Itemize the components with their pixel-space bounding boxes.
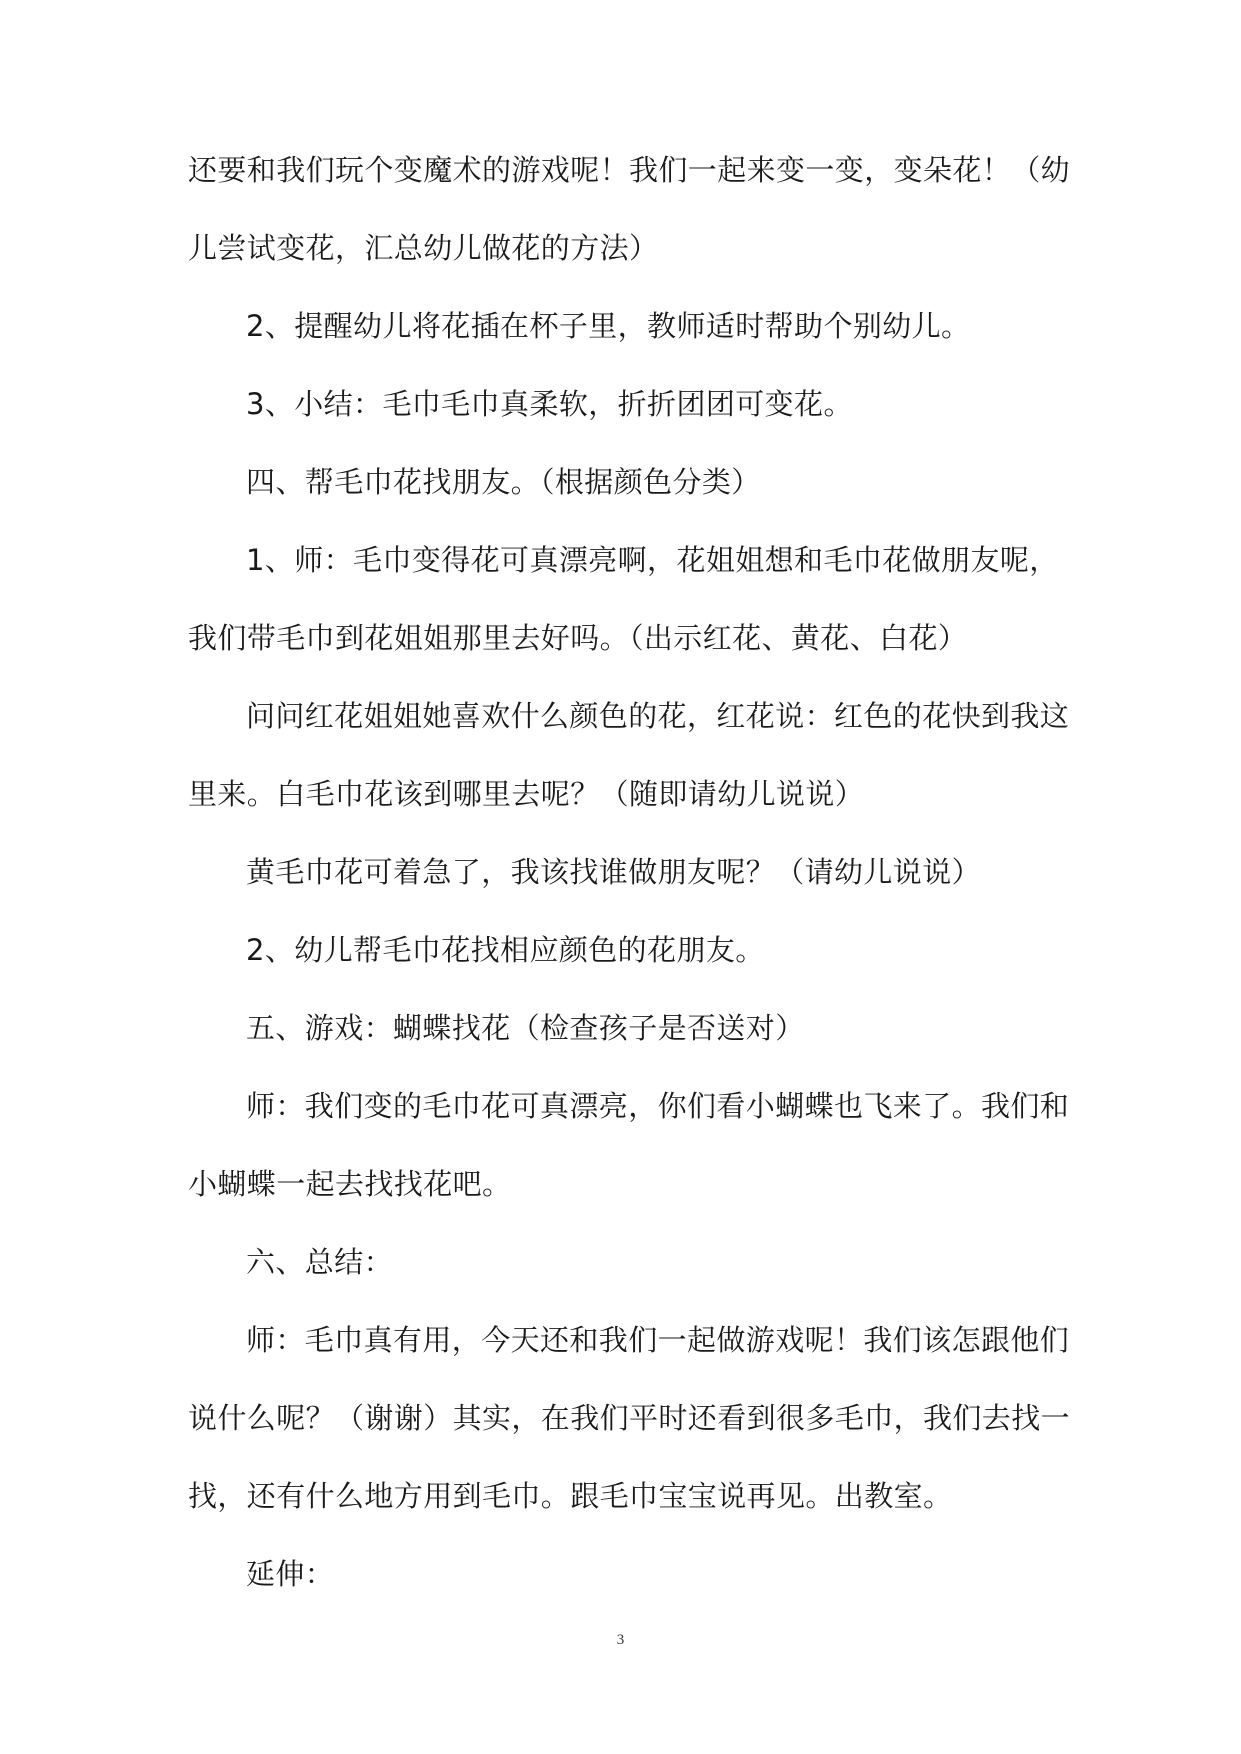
document-body bbox=[188, 148, 1071, 1630]
text-line: 我们带毛巾到花姐姐那里去好吗。（出示红花、黄花、白花） bbox=[188, 621, 968, 655]
text-line: 黄毛巾花可着急了，我该找谁做朋友呢？（请幼儿说说） bbox=[246, 855, 982, 889]
section-heading: 六、总结： bbox=[246, 1245, 394, 1279]
text-line: 2、提醒幼儿将花插在杯子里，教师适时帮助个别幼儿。 bbox=[246, 309, 971, 343]
section-heading: 五、游戏：蝴蝶找花（检查孩子是否送对） bbox=[246, 1011, 805, 1045]
text-line: 儿尝试变花，汇总幼儿做花的方法） bbox=[188, 231, 659, 265]
text-line: 还要和我们玩个变魔术的游戏呢！我们一起来变一变，变朵花！（幼 bbox=[188, 153, 1071, 187]
section-heading: 延伸： bbox=[246, 1557, 335, 1591]
text-line: 1、师：毛巾变得花可真漂亮啊，花姐姐想和毛巾花做朋友呢， bbox=[246, 543, 1059, 577]
text-line: 小蝴蝶一起去找找花吧。 bbox=[188, 1167, 512, 1201]
text-line: 3、小结：毛巾毛巾真柔软，折折团团可变花。 bbox=[246, 387, 853, 421]
text-line: 找，还有什么地方用到毛巾。跟毛巾宝宝说再见。出教室。 bbox=[188, 1479, 953, 1513]
section-heading: 四、帮毛巾花找朋友。（根据颜色分类） bbox=[246, 465, 761, 499]
text-line: 里来。白毛巾花该到哪里去呢？（随即请幼儿说说） bbox=[188, 777, 865, 811]
text-line: 师：我们变的毛巾花可真漂亮，你们看小蝴蝶也飞来了。我们和 bbox=[246, 1089, 1070, 1123]
text-line: 问问红花姐姐她喜欢什么颜色的花，红花说：红色的花快到我这 bbox=[246, 699, 1070, 733]
text-line: 2、幼儿帮毛巾花找相应颜色的花朋友。 bbox=[246, 933, 765, 967]
text-line: 说什么呢？（谢谢）其实，在我们平时还看到很多毛巾，我们去找一 bbox=[188, 1401, 1071, 1435]
page-number: 3 bbox=[616, 1632, 625, 1648]
text-line: 师：毛巾真有用，今天还和我们一起做游戏呢！我们该怎跟他们 bbox=[246, 1323, 1070, 1357]
